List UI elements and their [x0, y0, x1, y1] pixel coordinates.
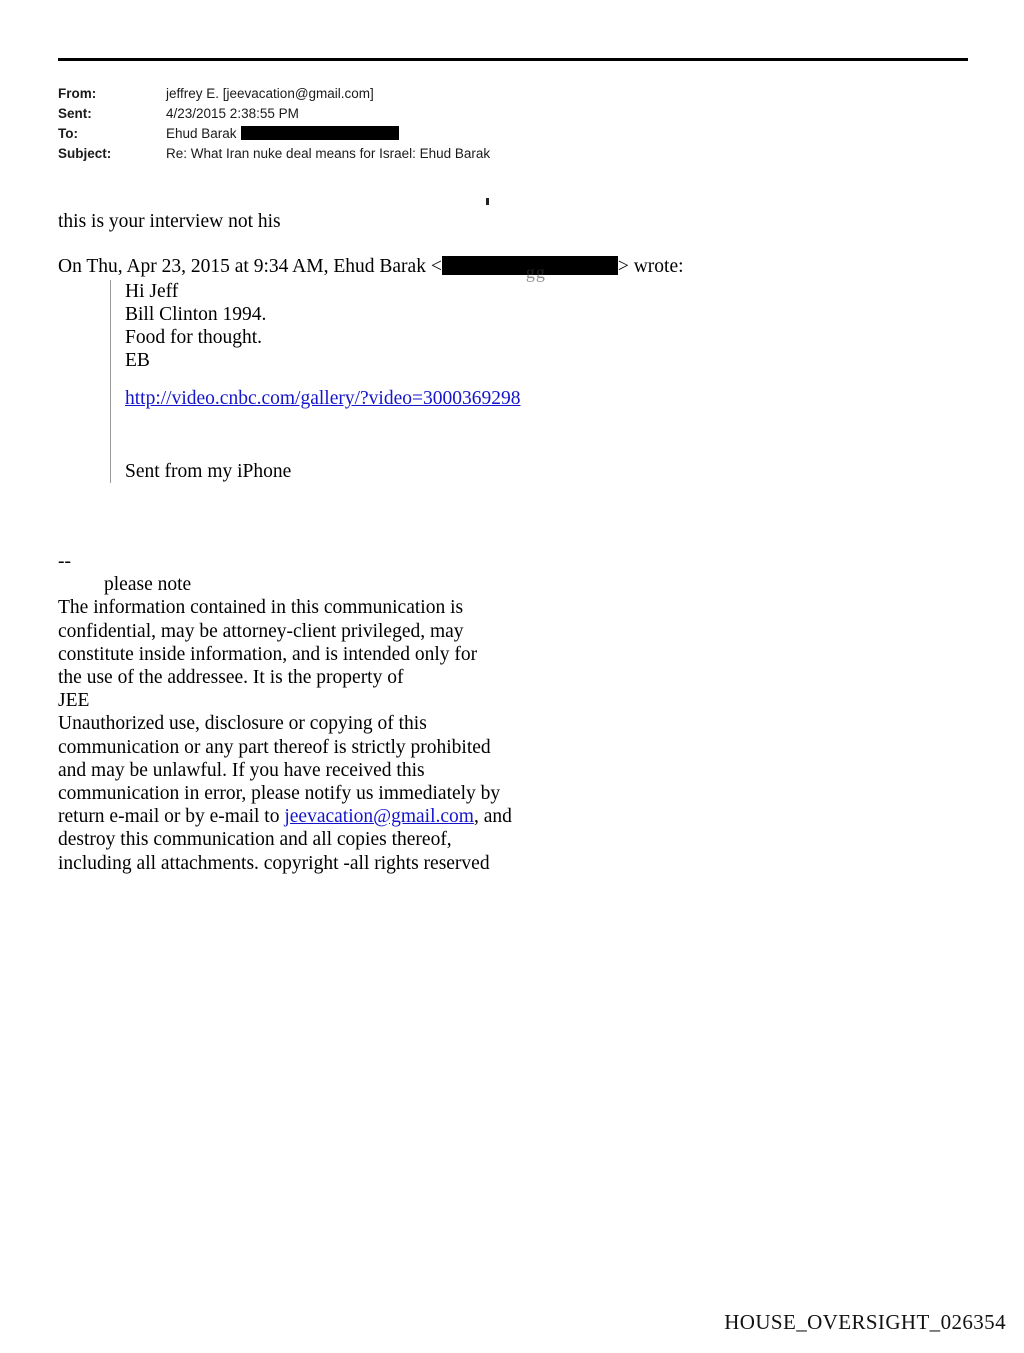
to-label: To:	[58, 126, 78, 141]
redaction-bar-to	[241, 126, 399, 140]
redaction-bar-sender-email	[442, 256, 618, 283]
reply-text: this is your interview not his	[58, 211, 281, 232]
redaction-bleed-text: gg	[525, 262, 546, 283]
disclaimer-line-1: The information contained in this communication is	[58, 597, 464, 619]
disclaimer-closing-line-2: including all attachments. copyright -all rights reserved	[58, 852, 490, 874]
quoted-line-reference: Bill Clinton 1994.	[125, 304, 267, 325]
disclaimer-line-8: and may be unlawful. If you have received this	[58, 759, 425, 781]
disclaimer-email-link[interactable]: jeevacation@gmail.com	[284, 806, 474, 828]
to-value: Ehud Barak	[166, 126, 237, 141]
disclaimer-return-line	[58, 805, 678, 828]
disclaimer-return-suffix: , and	[473, 806, 512, 828]
bates-stamp: HOUSE_OVERSIGHT_026354	[724, 1310, 1006, 1334]
email-disclaimer	[58, 550, 678, 875]
quoted-line-comment: Food for thought.	[125, 327, 263, 348]
from-value: jeffrey E. [jeevacation@gmail.com]	[166, 86, 374, 101]
sent-label: Sent:	[58, 106, 92, 121]
subject-label: Subject:	[58, 146, 112, 161]
disclaimer-line-2: confidential, may be attorney-client privileged, may	[58, 620, 464, 642]
header-divider-rule	[58, 58, 968, 61]
disclaimer-line-3: constitute inside information, and is intended only for	[58, 643, 478, 665]
quoted-message	[110, 280, 825, 483]
quoted-video-link-wrapper	[125, 387, 825, 410]
disclaimer-closing-line-1: destroy this communication and all copies thereof,	[58, 829, 452, 851]
header-row-to	[58, 124, 968, 144]
stray-scan-mark	[486, 198, 489, 205]
disclaimer-line-9: communication in error, please notify us immediately by	[58, 783, 501, 805]
quote-attribution-prefix: On Thu, Apr 23, 2015 at 9:34 AM, Ehud Barak <	[58, 256, 442, 277]
disclaimer-line-6: Unauthorized use, disclosure or copying of this	[58, 713, 427, 735]
disclaimer-dashes: --	[58, 551, 71, 572]
sent-from-iphone: Sent from my iPhone	[125, 461, 292, 482]
disclaimer-return-prefix: return e-mail or by e-mail to	[58, 806, 285, 828]
cnbc-video-link[interactable]: http://video.cnbc.com/gallery/?video=3000369298	[125, 388, 521, 409]
to-value-wrapper	[166, 124, 968, 144]
header-row-from	[58, 84, 968, 104]
header-row-subject	[58, 144, 968, 164]
quote-attribution-line	[58, 255, 684, 283]
email-header	[58, 84, 968, 164]
disclaimer-line-5: JEE	[58, 690, 90, 712]
quote-spacer	[125, 372, 825, 387]
sent-value: 4/23/2015 2:38:55 PM	[166, 106, 299, 121]
quote-attribution-suffix: > wrote:	[617, 256, 684, 277]
from-label: From:	[58, 86, 97, 101]
disclaimer-please-note: please note	[104, 574, 192, 596]
quoted-line-signature: EB	[125, 350, 150, 371]
quoted-line-greeting: Hi Jeff	[125, 281, 179, 302]
header-row-sent	[58, 104, 968, 124]
disclaimer-line-7: communication or any part thereof is strictly prohibited	[58, 736, 491, 758]
subject-value: Re: What Iran nuke deal means for Israel: Ehud Barak	[166, 146, 491, 161]
disclaimer-line-4: the use of the addressee. It is the property of	[58, 667, 404, 689]
